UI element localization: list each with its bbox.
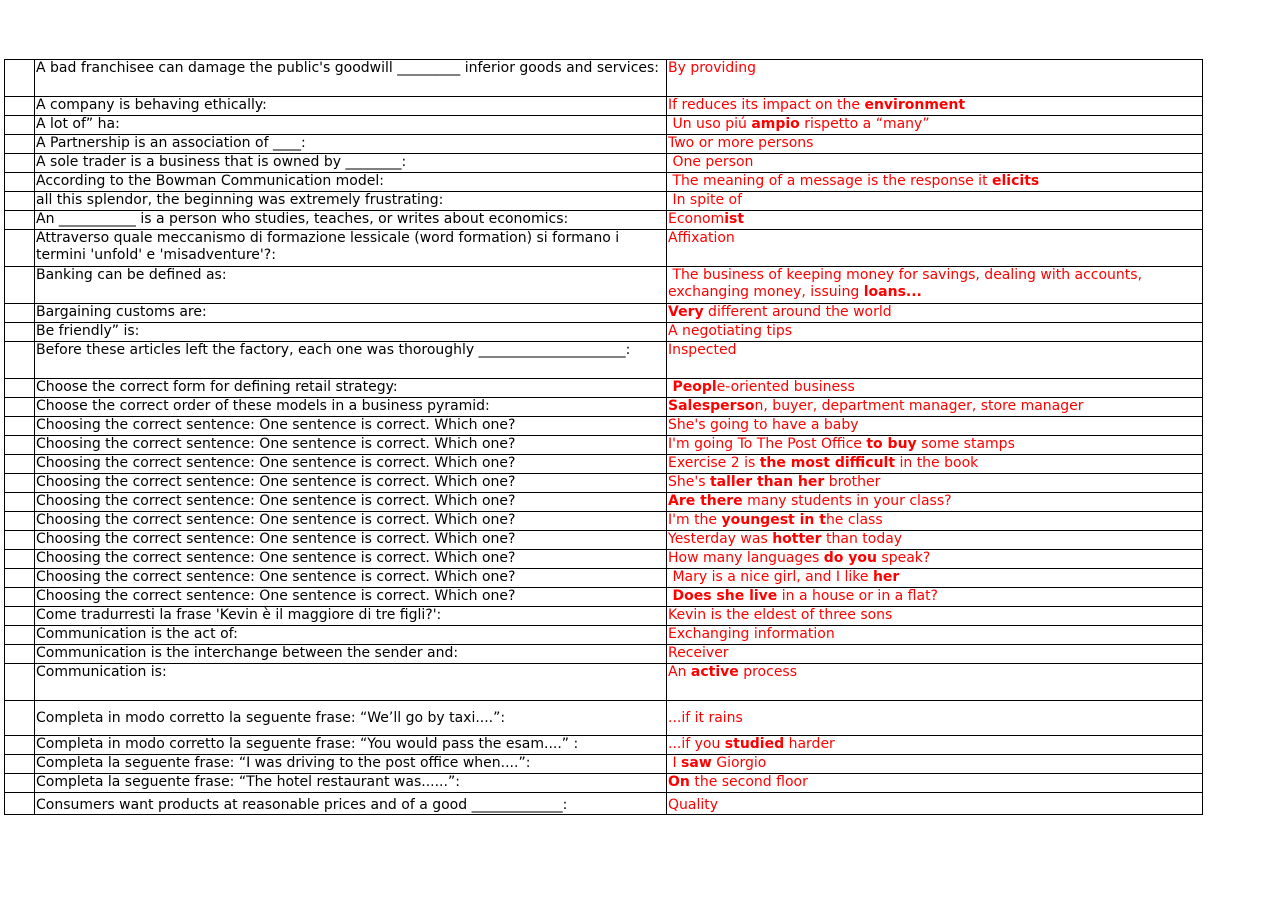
table-row [5,550,1203,569]
table-row [5,60,1203,97]
row-index-cell [5,550,35,569]
question-cell: An ___________ is a person who studies, teaches, or writes about economics: [35,211,667,230]
question-cell: Choosing the correct sentence: One sentence is correct. Which one? [35,474,667,493]
answer-segment: An [668,664,691,680]
question-cell: all this splendor, the beginning was extremely frustrating: [35,192,667,211]
answer-bold-segment: elicits [992,173,1040,189]
question-cell: Be friendly” is: [35,323,667,342]
answer-segment: I'm the [668,512,722,528]
question-cell: Completa la seguente frase: “The hotel restaurant was......”: [35,774,667,793]
answer-segment: Un uso piú [668,116,752,132]
row-index-cell [5,116,35,135]
question-cell: Choosing the correct sentence: One sentence is correct. Which one? [35,550,667,569]
answer-bold-segment: youngest in t [721,512,826,528]
answer-bold-segment: ampio [751,116,800,132]
answer-segment: How many languages [668,550,824,566]
row-index-cell [5,436,35,455]
answer-segment: Exercise 2 is [668,455,760,471]
answer-bold-segment: hotter [772,531,822,547]
table-row [5,626,1203,645]
answer-bold-segment: taller than her [709,474,825,490]
answer-bold-segment: Peopl [672,379,717,395]
table-row [5,588,1203,607]
answer-segment: Econom [668,211,725,227]
table-row [5,455,1203,474]
table-row [5,736,1203,755]
row-index-cell [5,192,35,211]
answer-segment: speak? [876,550,931,566]
answer-segment: She's [668,474,710,490]
table-row [5,645,1203,664]
table-row [5,192,1203,211]
answer-segment: ...if you [668,736,725,752]
table-row [5,569,1203,588]
answer-segment: She's going to have a baby [668,417,859,433]
answer-segment: Exchanging information [668,626,835,642]
answer-cell [667,60,1203,97]
table-row [5,173,1203,192]
question-cell: Choosing the correct sentence: One sentence is correct. Which one? [35,455,667,474]
row-index-cell [5,774,35,793]
question-cell: Communication is: [35,664,667,701]
answer-cell [667,664,1203,701]
table-row [5,417,1203,436]
quiz-table-body [5,60,1203,815]
row-index-cell [5,417,35,436]
row-index-cell [5,793,35,815]
answer-cell [667,116,1203,135]
answer-cell [667,550,1203,569]
answer-bold-segment: Does she live [672,588,778,604]
row-index-cell [5,607,35,626]
answer-segment: Two or more persons [668,135,814,151]
answer-bold-segment: the most difficult [759,455,896,471]
table-row [5,755,1203,774]
answer-bold-segment: active [690,664,739,680]
question-cell: Choosing the correct sentence: One sentence is correct. Which one? [35,436,667,455]
table-row [5,267,1203,304]
row-index-cell [5,323,35,342]
answer-segment: harder [784,736,835,752]
question-cell: Completa la seguente frase: “I was driving to the post office when....”: [35,755,667,774]
answer-cell [667,304,1203,323]
answer-segment: Quality [668,797,719,813]
answer-bold-segment: studied [724,736,785,752]
answer-cell [667,645,1203,664]
answer-cell [667,211,1203,230]
answer-cell [667,379,1203,398]
table-row [5,664,1203,701]
answer-segment: rispetto a “many” [799,116,930,132]
question-cell: Communication is the act of: [35,626,667,645]
answer-cell [667,436,1203,455]
answer-segment: Kevin is the eldest of three sons [668,607,893,623]
answer-segment: The business of keeping money for savings, dealing with accounts, exchanging money, issuing [668,267,1147,300]
question-cell: Choosing the correct sentence: One sentence is correct. Which one? [35,493,667,512]
answer-segment: Giorgio [711,755,767,771]
answer-cell [667,342,1203,379]
answer-cell [667,323,1203,342]
answer-cell [667,230,1203,267]
table-row [5,230,1203,267]
answer-bold-segment: On [668,774,690,790]
answer-bold-segment: saw [681,755,712,771]
row-index-cell [5,664,35,701]
answer-segment: Receiver [668,645,729,661]
answer-bold-segment: loans... [863,284,922,300]
answer-segment: different around the world [703,304,892,320]
answer-cell [667,173,1203,192]
answer-segment: he class [825,512,883,528]
table-row [5,531,1203,550]
row-index-cell [5,267,35,304]
row-index-cell [5,474,35,493]
question-cell: A Partnership is an association of ____: [35,135,667,154]
answer-segment: than today [821,531,903,547]
row-index-cell [5,588,35,607]
table-row [5,154,1203,173]
table-row [5,493,1203,512]
answer-cell [667,97,1203,116]
row-index-cell [5,493,35,512]
row-index-cell [5,230,35,267]
question-cell: A company is behaving ethically: [35,97,667,116]
answer-cell [667,774,1203,793]
answer-bold-segment: Salesperso [668,398,755,414]
answer-segment: If reduces its impact on the [668,97,865,113]
answer-cell [667,417,1203,436]
answer-segment: brother [824,474,881,490]
row-index-cell [5,701,35,736]
answer-cell [667,398,1203,417]
answer-cell [667,493,1203,512]
question-cell: A lot of” ha: [35,116,667,135]
row-index-cell [5,531,35,550]
answer-cell [667,192,1203,211]
answer-cell [667,531,1203,550]
question-cell: Banking can be defined as: [35,267,667,304]
table-row [5,323,1203,342]
answer-bold-segment: Very [668,304,704,320]
table-row [5,512,1203,531]
row-index-cell [5,97,35,116]
answer-bold-segment: Are there [668,493,743,509]
answer-segment: e-oriented business [716,379,855,395]
answer-segment: The meaning of a message is the response it [668,173,993,189]
table-row [5,116,1203,135]
question-cell: Choose the correct form for defining retail strategy: [35,379,667,398]
question-cell: Attraverso quale meccanismo di formazione lessicale (word formation) si formano i termini 'unfold' e 'misadventure'?: [35,230,667,267]
question-cell: Bargaining customs are: [35,304,667,323]
row-index-cell [5,60,35,97]
answer-segment: In spite of [668,192,743,208]
table-row [5,607,1203,626]
answer-segment: A negotiating tips [668,323,793,339]
question-cell: Completa in modo corretto la seguente frase: “You would pass the esam....” : [35,736,667,755]
answer-cell [667,154,1203,173]
table-row [5,793,1203,815]
table-row [5,342,1203,379]
answer-cell [667,755,1203,774]
answer-bold-segment: her [872,569,900,585]
answer-cell [667,569,1203,588]
answer-segment: Affixation [668,230,735,246]
question-cell: A sole trader is a business that is owned by ________: [35,154,667,173]
question-cell: Communication is the interchange between the sender and: [35,645,667,664]
answer-segment: Inspected [668,342,737,358]
table-row [5,379,1203,398]
answer-segment: some stamps [916,436,1015,452]
quiz-table [4,59,1203,815]
row-index-cell [5,512,35,531]
question-cell: Choosing the correct sentence: One sentence is correct. Which one? [35,512,667,531]
table-row [5,701,1203,736]
question-cell: Consumers want products at reasonable prices and of a good _____________: [35,793,667,815]
table-row [5,398,1203,417]
row-index-cell [5,736,35,755]
row-index-cell [5,342,35,379]
answer-cell [667,588,1203,607]
answer-bold-segment: do you [823,550,877,566]
answer-cell [667,793,1203,815]
answer-cell [667,701,1203,736]
answer-segment: Yesterday was [668,531,773,547]
question-cell: Come tradurresti la frase 'Kevin è il maggiore di tre figli?': [35,607,667,626]
answer-cell [667,267,1203,304]
answer-bold-segment: environment [864,97,966,113]
answer-segment: Mary is a nice girl, and I like [668,569,873,585]
row-index-cell [5,304,35,323]
answer-segment: in the book [895,455,979,471]
answer-segment: in a house or in a flat? [777,588,938,604]
answer-segment: By providing [668,60,756,76]
row-index-cell [5,398,35,417]
question-cell: Choosing the correct sentence: One sentence is correct. Which one? [35,531,667,550]
row-index-cell [5,626,35,645]
question-cell: Before these articles left the factory, each one was thoroughly _____________________: [35,342,667,379]
answer-cell [667,474,1203,493]
row-index-cell [5,569,35,588]
question-cell: Choosing the correct sentence: One sentence is correct. Which one? [35,417,667,436]
row-index-cell [5,755,35,774]
question-cell: A bad franchisee can damage the public's goodwill _________ inferior goods and services: [35,60,667,97]
answer-bold-segment: ist [724,211,745,227]
answer-cell [667,626,1203,645]
table-row [5,135,1203,154]
answer-cell [667,135,1203,154]
answer-cell [667,512,1203,531]
question-cell: Choosing the correct sentence: One sentence is correct. Which one? [35,569,667,588]
row-index-cell [5,455,35,474]
answer-segment: the second floor [689,774,808,790]
row-index-cell [5,211,35,230]
row-index-cell [5,645,35,664]
table-row [5,436,1203,455]
table-row [5,774,1203,793]
answer-cell [667,455,1203,474]
table-row [5,97,1203,116]
row-index-cell [5,154,35,173]
answer-segment: n, buyer, department manager, store manager [754,398,1084,414]
table-row [5,304,1203,323]
answer-segment: many students in your class? [742,493,952,509]
question-cell: Completa in modo corretto la seguente frase: “We’ll go by taxi....”: [35,701,667,736]
answer-segment: I'm going To The Post Office [668,436,867,452]
answer-segment: process [738,664,798,680]
answer-cell [667,736,1203,755]
question-cell: According to the Bowman Communication model: [35,173,667,192]
answer-cell [667,607,1203,626]
answer-segment: I [668,755,682,771]
row-index-cell [5,135,35,154]
table-row [5,474,1203,493]
answer-segment: One person [668,154,754,170]
question-cell: Choosing the correct sentence: One sentence is correct. Which one? [35,588,667,607]
table-row [5,211,1203,230]
answer-bold-segment: to buy [866,436,917,452]
row-index-cell [5,379,35,398]
row-index-cell [5,173,35,192]
answer-segment: ...if it rains [668,710,743,726]
question-cell: Choose the correct order of these models in a business pyramid: [35,398,667,417]
